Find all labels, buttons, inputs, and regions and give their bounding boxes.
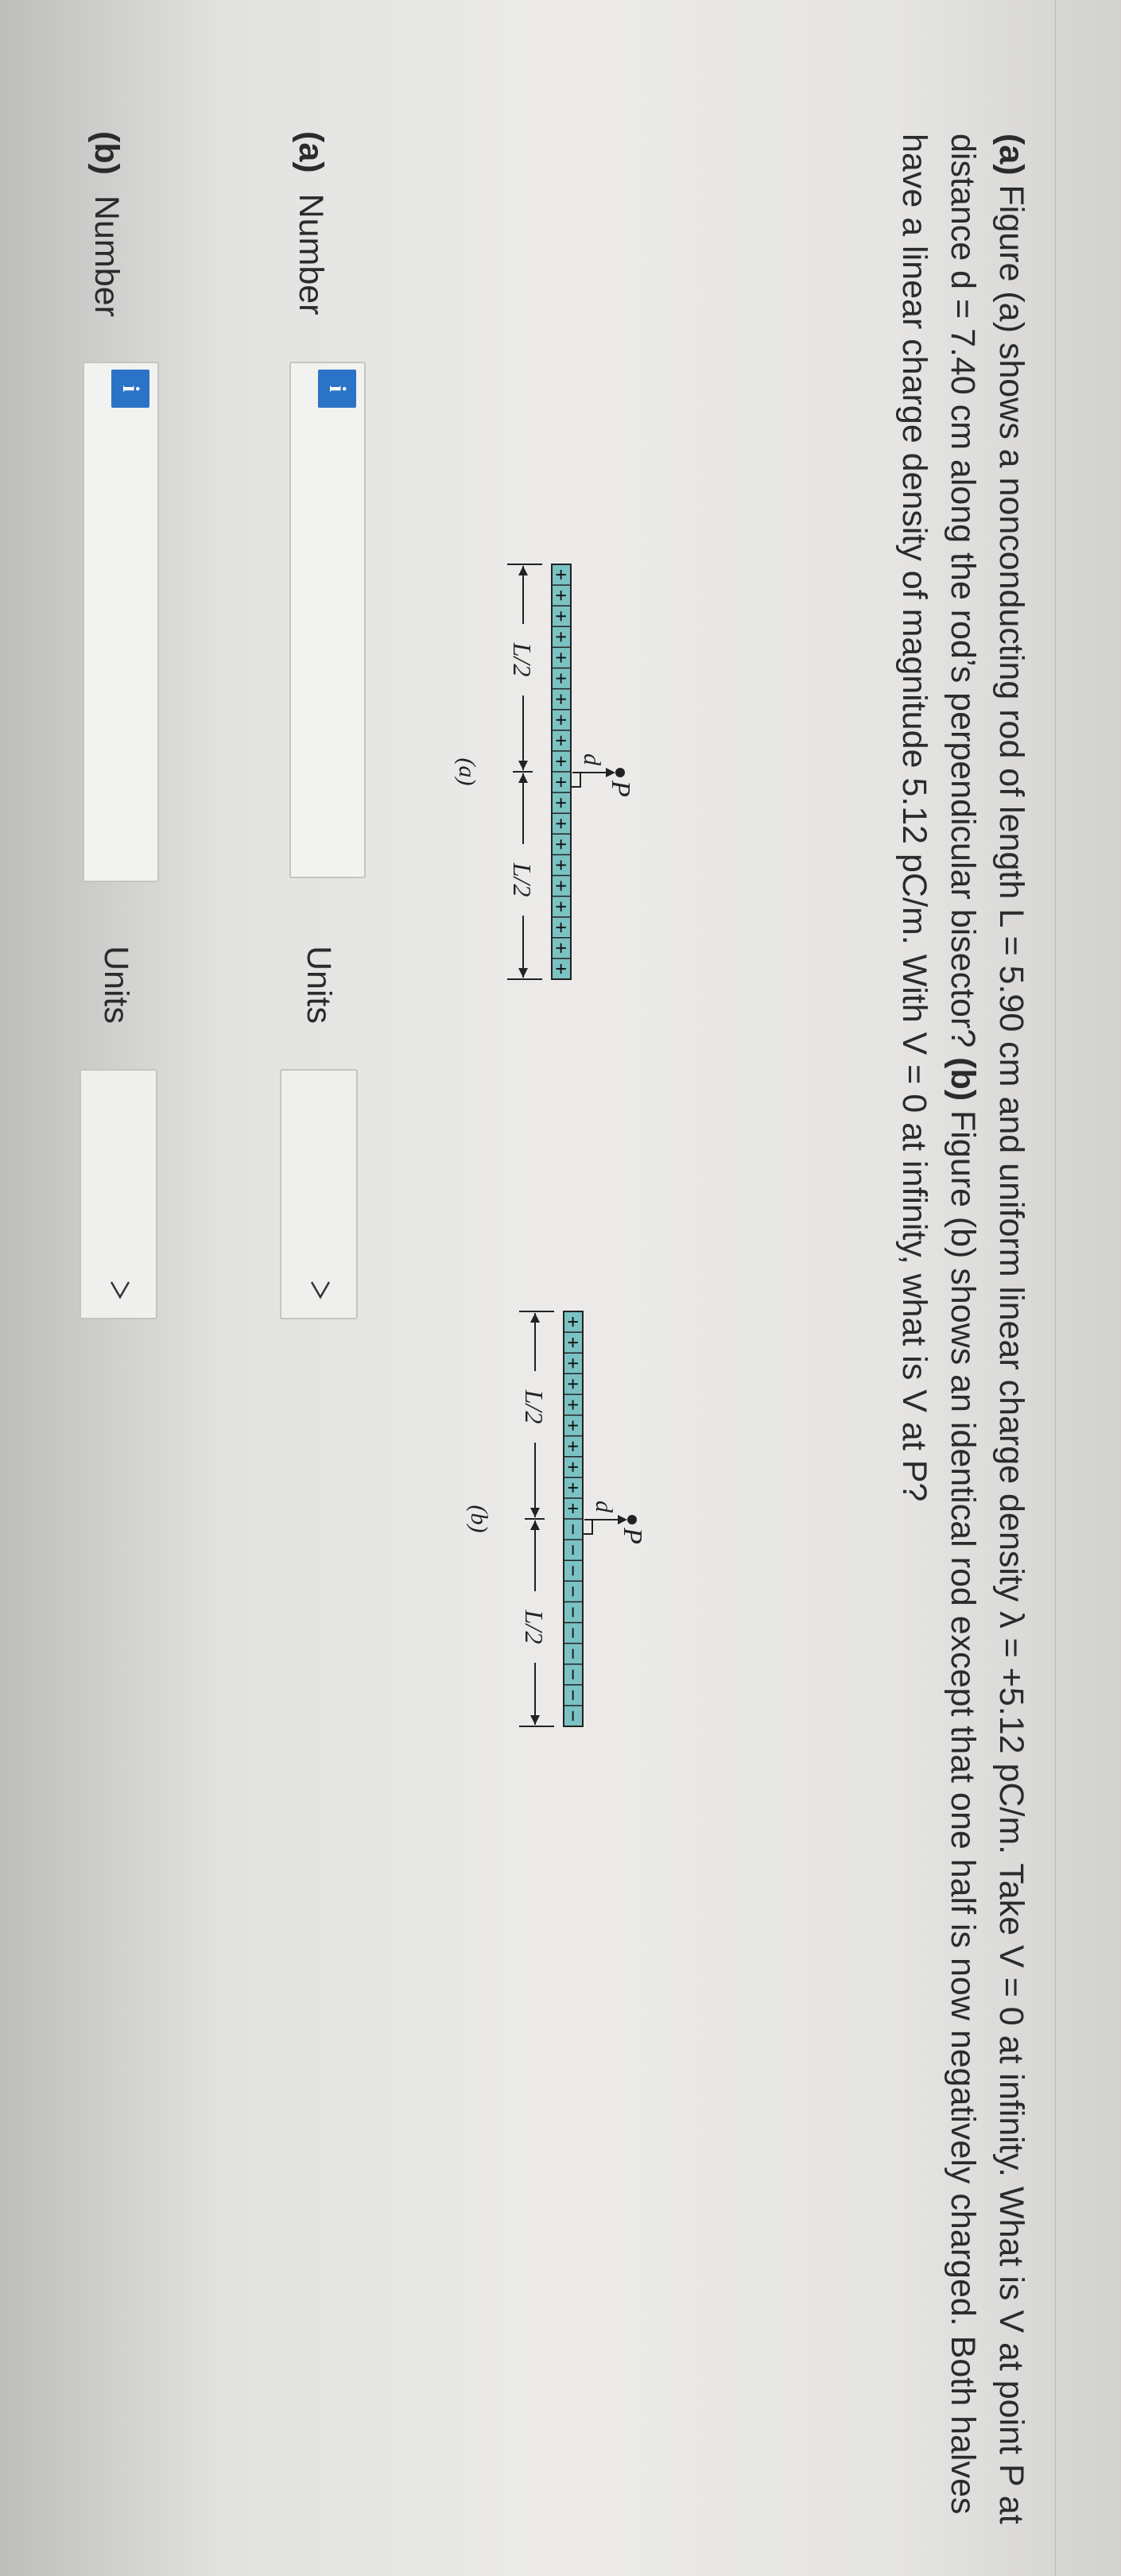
rod-a-positive-charge: + xyxy=(549,568,572,581)
answer-b-number-label: Number xyxy=(87,195,126,317)
rod-b-positive-charge: + xyxy=(561,1461,584,1474)
rod-a-positive-charge: + xyxy=(549,776,572,788)
answer-b-units-label: Units xyxy=(97,946,135,1024)
answer-b-number-input[interactable] xyxy=(83,362,159,882)
rod-b-negative-charge: − xyxy=(561,1606,584,1618)
rod-a-positive-charge: + xyxy=(549,672,572,684)
rod-a-positive-charge: + xyxy=(549,817,572,830)
rod-b-negative-charge: − xyxy=(561,1648,584,1660)
rod-b-positive-charge: + xyxy=(561,1420,584,1431)
rod-b-negative-charge: − xyxy=(561,1523,584,1536)
rod-b xyxy=(561,1311,584,1726)
answer-a-units-select[interactable] xyxy=(280,1069,358,1319)
answer-a-label xyxy=(291,131,330,316)
rod-a-positive-charge: + xyxy=(549,963,572,975)
rod-b-positive-charge: + xyxy=(561,1315,584,1328)
caption-b: (b) xyxy=(466,1505,492,1533)
rod-a-positive-charge: + xyxy=(549,796,572,809)
answer-b-info-icon[interactable]: i xyxy=(111,370,149,408)
rod-b-positive-charge: + xyxy=(561,1357,584,1369)
rod-a-positive-charge: + xyxy=(549,734,572,747)
rod-a-positive-charge: + xyxy=(549,880,572,892)
rod-b-positive-charge: + xyxy=(561,1336,584,1349)
rod-a-positive-charge: + xyxy=(549,610,572,622)
part-b-text: Figure (b) shows an identical rod except that one half is now negatively charged. Both halves have a linear charge density of magnitude 5.12 pC/m. With V = 0 at infinity, what is V at P? xyxy=(895,134,982,2515)
part-b-tag: (b) xyxy=(944,1057,982,1102)
distance-label-a: d xyxy=(579,753,605,765)
rod-b-negative-charge: − xyxy=(561,1585,584,1598)
dim-label-b-right: L/2 xyxy=(520,1610,549,1644)
distance-label-b: d xyxy=(591,1501,617,1513)
rod-a xyxy=(549,564,572,979)
figure-b-dimensions xyxy=(466,1311,554,1726)
rod-a-positive-charge: + xyxy=(549,901,572,913)
caption-a: (a) xyxy=(454,757,480,786)
rod-b-negative-charge: − xyxy=(561,1544,584,1556)
rod-a-positive-charge: + xyxy=(549,693,572,706)
dim-label-b-left: L/2 xyxy=(520,1389,549,1424)
chevron-down-icon xyxy=(107,1280,134,1300)
rod-b-negative-charge: − xyxy=(561,1710,584,1722)
answer-a-units-label: Units xyxy=(300,946,338,1024)
rod-a-positive-charge: + xyxy=(549,942,572,955)
question-text xyxy=(890,134,1035,2534)
chevron-down-icon xyxy=(307,1280,334,1300)
rod-a-positive-charge: + xyxy=(549,714,572,726)
part-a-text: Figure (a) shows a nonconducting rod of length L = 5.90 cm and uniform linear charge density λ = +5.12 pC/m. Take V = 0 at infinity. What is V at point P at distance d = 7.40 cm along the rod’s perpendicular bisector? xyxy=(944,134,1030,2524)
rod-b-negative-charge: − xyxy=(561,1627,584,1639)
answer-a-number-label: Number xyxy=(292,193,330,316)
rod-a-positive-charge: + xyxy=(549,630,572,643)
answer-a-number-input[interactable] xyxy=(289,362,366,878)
rod-a-positive-charge: + xyxy=(549,589,572,602)
rod-b-positive-charge: + xyxy=(561,1502,584,1515)
answer-b-units-select[interactable] xyxy=(80,1069,157,1319)
rod-b-positive-charge: + xyxy=(561,1377,584,1390)
rod-b-negative-charge: − xyxy=(561,1564,584,1577)
figure-b xyxy=(425,1296,656,1741)
rod-a-positive-charge: + xyxy=(549,921,572,934)
rod-b-negative-charge: − xyxy=(561,1689,584,1702)
rod-b-positive-charge: + xyxy=(561,1482,584,1494)
rod-a-positive-charge: + xyxy=(549,859,572,871)
rod-a-positive-charge: + xyxy=(549,755,572,768)
answer-a-part: (a) xyxy=(292,131,330,173)
dim-label-a-left: L/2 xyxy=(508,642,537,677)
answer-b-label xyxy=(87,131,126,317)
rod-a-positive-charge: + xyxy=(549,652,572,664)
top-divider xyxy=(1055,0,1056,2576)
point-label-b: P xyxy=(618,1528,647,1544)
figure-a-dimensions xyxy=(454,564,542,979)
rod-b-positive-charge: + xyxy=(561,1440,584,1453)
answer-a-info-icon[interactable]: i xyxy=(318,370,356,408)
part-a-tag: (a) xyxy=(992,134,1030,176)
point-label-a: P xyxy=(606,781,635,797)
rod-a-positive-charge: + xyxy=(549,838,572,850)
dim-label-a-right: L/2 xyxy=(508,862,537,897)
rod-b-negative-charge: − xyxy=(561,1668,584,1681)
answer-b-part: (b) xyxy=(87,131,126,175)
rod-b-positive-charge: + xyxy=(561,1399,584,1411)
figure-a xyxy=(413,548,644,994)
